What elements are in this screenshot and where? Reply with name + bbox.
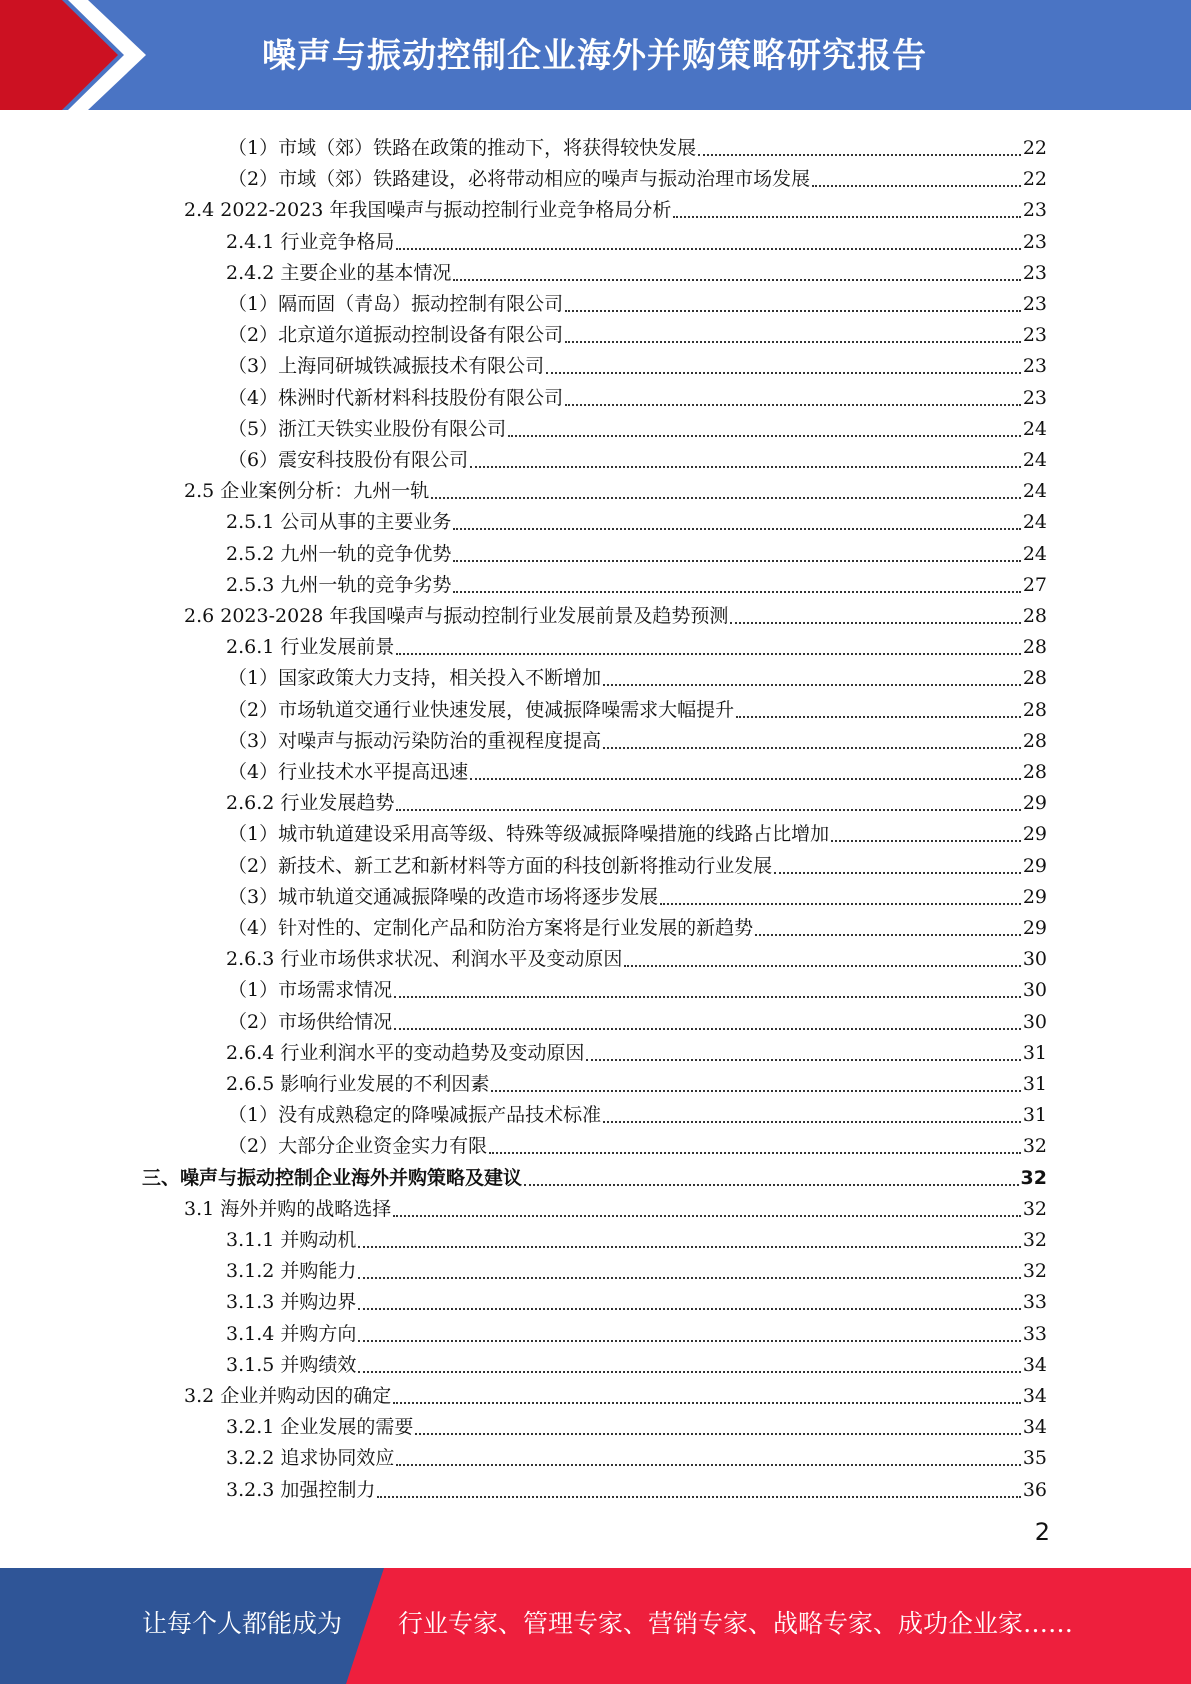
toc-entry-page: 36: [1022, 1478, 1047, 1501]
toc-entry[interactable]: [226, 1470, 1047, 1501]
toc-entry-title: 2.6.4 行业利润水平的变动趋势及变动原因: [226, 1041, 585, 1064]
toc-entry-page: 31: [1022, 1104, 1047, 1127]
toc-entry-page: 24: [1022, 480, 1047, 503]
toc-entry-page: 31: [1022, 1073, 1047, 1095]
toc-entry-title: （1）国家政策大力支持，相关投入不断增加: [228, 667, 602, 690]
toc-entry-page: 28: [1022, 729, 1047, 752]
toc-dot-leader: [831, 820, 1021, 842]
toc-entry-title: 3.2.3 加强控制力: [226, 1478, 376, 1501]
toc-entry-title: （2）市场轨道交通行业快速发展，使减振降噪需求大幅提升: [228, 698, 735, 721]
toc-entry-page: 23: [1022, 230, 1047, 253]
toc-dot-leader: [358, 1351, 1020, 1373]
toc-entry-title: 2.5.2 九州一轨的竞争优势: [226, 542, 452, 565]
toc-entry-title: 3.1 海外并购的战略选择: [184, 1197, 392, 1220]
toc-entry[interactable]: [226, 1064, 1047, 1095]
toc-entry-title: （4）针对性的、定制化产品和防治方案将是行业发展的新趋势: [228, 917, 754, 939]
toc-entry[interactable]: [228, 159, 1047, 190]
toc-dot-leader: [453, 508, 1020, 530]
toc-entry-title: 2.6.1 行业发展前景: [226, 636, 395, 659]
toc-entry[interactable]: [184, 471, 1047, 502]
toc-dot-leader: [730, 602, 1020, 624]
toc-dot-leader: [358, 1288, 1020, 1310]
toc-entry-page: 29: [1022, 885, 1047, 908]
toc-entry-title: 2.6.5 影响行业发展的不利因素: [226, 1073, 490, 1095]
toc-entry[interactable]: [184, 190, 1047, 221]
toc-dot-leader: [431, 477, 1021, 499]
toc-dot-leader: [470, 758, 1021, 780]
toc-entry-title: （1）没有成熟稳定的降噪减振产品技术标准: [228, 1104, 602, 1127]
toc-entry-title: 3.1.4 并购方向: [226, 1322, 357, 1345]
toc-entry[interactable]: [228, 378, 1047, 409]
toc-dot-leader: [394, 1008, 1021, 1030]
toc-entry-title: （2）市域（郊）铁路建设，必将带动相应的噪声与振动治理市场发展: [228, 168, 811, 191]
toc-entry-page: 33: [1022, 1291, 1047, 1314]
page-header: [0, 0, 1191, 110]
toc-entry[interactable]: [228, 690, 1047, 721]
toc-entry[interactable]: [228, 814, 1047, 845]
toc-entry-page: 28: [1022, 761, 1047, 783]
toc-entry-title: 3.2 企业并购动因的确定: [184, 1385, 392, 1407]
page-number: 2: [1034, 1518, 1050, 1546]
toc-dot-leader: [774, 852, 1021, 874]
toc-dot-leader: [393, 1382, 1021, 1404]
toc-entry-title: （4）株洲时代新材料科技股份有限公司: [228, 386, 564, 409]
toc-entry-page: 30: [1022, 979, 1047, 1002]
toc-entry-page: 35: [1022, 1447, 1047, 1470]
toc-entry[interactable]: [226, 1345, 1047, 1376]
toc-dot-leader: [358, 1320, 1020, 1342]
toc-entry-page: 31: [1022, 1041, 1047, 1064]
toc-entry-title: （1）隔而固（青岛）振动控制有限公司: [228, 293, 564, 315]
toc-entry-page: 27: [1022, 573, 1047, 596]
toc-entry-page: 28: [1022, 605, 1047, 627]
toc-entry-title: 3.1.1 并购动机: [226, 1229, 357, 1251]
toc-dot-leader: [660, 883, 1021, 905]
page-footer: [0, 1568, 1191, 1684]
toc-entry-title: 2.4.1 行业竞争格局: [226, 230, 395, 253]
toc-entry[interactable]: [226, 939, 1047, 970]
toc-dot-leader: [491, 1070, 1020, 1092]
toc-dot-leader: [624, 945, 1020, 967]
toc-entry[interactable]: [228, 284, 1047, 315]
toc-dot-leader: [394, 976, 1021, 998]
toc-entry-page: 34: [1022, 1385, 1047, 1407]
toc-entry-page: 23: [1022, 199, 1047, 222]
toc-entry-title: 3.1.3 并购边界: [226, 1291, 357, 1314]
toc-entry-page: 30: [1022, 948, 1047, 971]
toc-entry[interactable]: [226, 253, 1047, 284]
toc-dot-leader: [603, 727, 1021, 749]
toc-entry-page: 23: [1022, 355, 1047, 378]
toc-entry[interactable]: [228, 721, 1047, 752]
toc-entry-page: 24: [1022, 417, 1047, 440]
toc-dot-leader: [470, 446, 1021, 468]
toc-dot-leader: [358, 1257, 1020, 1279]
toc-entry-page: 28: [1022, 636, 1047, 659]
toc-entry-title: 三、噪声与振动控制企业海外并购策略及建议: [142, 1166, 523, 1189]
toc-entry-title: （2）新技术、新工艺和新材料等方面的科技创新将推动行业发展: [228, 854, 773, 877]
toc-entry[interactable]: [228, 877, 1047, 908]
toc-entry[interactable]: [228, 658, 1047, 689]
toc-entry-title: （2）大部分企业资金实力有限: [228, 1135, 488, 1158]
toc-dot-leader: [524, 1164, 1019, 1186]
toc-entry[interactable]: [226, 1438, 1047, 1469]
toc-dot-leader: [603, 1101, 1021, 1123]
footer-slogan-left: 让每个人都能成为: [142, 1609, 343, 1638]
toc-entry[interactable]: [228, 440, 1047, 471]
toc-entry-title: 2.4 2022-2023 年我国噪声与振动控制行业竞争格局分析: [184, 199, 672, 222]
toc-dot-leader: [673, 196, 1020, 218]
toc-entry-title: （1）市域（郊）铁路在政策的推动下，将获得较快发展: [228, 137, 697, 159]
toc-entry-page: 22: [1022, 137, 1047, 159]
toc-entry-page: 24: [1022, 511, 1047, 534]
toc-entry[interactable]: [228, 1126, 1047, 1157]
toc-entry-title: 3.1.5 并购绩效: [226, 1353, 357, 1376]
toc-dot-leader: [489, 1132, 1021, 1154]
toc-entry-title: （3）上海同研城铁减振技术有限公司: [228, 355, 545, 378]
toc-entry-title: 2.6.2 行业发展趋势: [226, 792, 395, 815]
toc-entry-page: 33: [1022, 1322, 1047, 1345]
toc-entry-page: 32: [1022, 1260, 1047, 1283]
toc-dot-leader: [736, 696, 1021, 718]
toc-entry-page: 29: [1022, 823, 1047, 846]
toc-entry-title: （2）北京道尔道振动控制设备有限公司: [228, 324, 564, 347]
toc-dot-leader: [396, 228, 1020, 250]
toc-dot-leader: [546, 352, 1021, 374]
toc-entry[interactable]: [228, 846, 1047, 877]
toc-dot-leader: [377, 1476, 1020, 1498]
toc-entry-page: 32: [1022, 1229, 1047, 1251]
toc-dot-leader: [755, 914, 1021, 936]
toc-dot-leader: [396, 1444, 1020, 1466]
toc-entry[interactable]: [228, 970, 1047, 1001]
toc-dot-leader: [415, 1413, 1020, 1435]
toc-entry[interactable]: [228, 128, 1047, 159]
toc-dot-leader: [396, 789, 1020, 811]
toc-dot-leader: [393, 1195, 1021, 1217]
toc-entry[interactable]: [226, 1251, 1047, 1282]
toc-dot-leader: [453, 571, 1020, 593]
toc-entry-page: 32: [1020, 1166, 1047, 1189]
toc-dot-leader: [565, 321, 1021, 343]
toc-entry-title: （1）城市轨道建设采用高等级、特殊等级减振降噪措施的线路占比增加: [228, 823, 830, 846]
chevron-decoration-icon: [0, 0, 160, 110]
toc-entry-page: 23: [1022, 261, 1047, 284]
toc-entry[interactable]: [226, 1033, 1047, 1064]
toc-entry-title: 3.2.2 追求协同效应: [226, 1447, 395, 1470]
toc-entry-page: 34: [1022, 1416, 1047, 1439]
toc-entry-title: 3.2.1 企业发展的需要: [226, 1416, 414, 1439]
toc-entry-title: （3）对噪声与振动污染防治的重视程度提高: [228, 729, 602, 752]
toc-entry[interactable]: [226, 627, 1047, 658]
toc-entry-title: （1）市场需求情况: [228, 979, 393, 1002]
toc-dot-leader: [812, 165, 1021, 187]
toc-entry[interactable]: [226, 783, 1047, 814]
toc-entry-page: 30: [1022, 1010, 1047, 1033]
toc-entry-page: 29: [1022, 917, 1047, 939]
toc-entry-title: 2.5.1 公司从事的主要业务: [226, 511, 452, 534]
toc-dot-leader: [396, 633, 1020, 655]
toc-entry[interactable]: [184, 1189, 1047, 1220]
toc-dot-leader: [508, 415, 1021, 437]
toc-entry[interactable]: [226, 565, 1047, 596]
toc-entry-page: 34: [1022, 1353, 1047, 1376]
toc-dot-leader: [586, 1039, 1020, 1061]
toc-dot-leader: [698, 134, 1021, 156]
toc-entry[interactable]: [184, 596, 1047, 627]
toc-entry[interactable]: [228, 315, 1047, 346]
toc-entry-title: 3.1.2 并购能力: [226, 1260, 357, 1283]
toc-entry-title: 2.5 企业案例分析：九州一轨: [184, 480, 430, 503]
toc-entry[interactable]: [142, 1158, 1047, 1189]
toc-entry-title: （4）行业技术水平提高迅速: [228, 761, 469, 783]
toc-entry[interactable]: [226, 222, 1047, 253]
toc-entry[interactable]: [228, 1095, 1047, 1126]
report-title: 噪声与振动控制企业海外并购策略研究报告: [262, 36, 927, 76]
toc-dot-leader: [453, 259, 1020, 281]
toc-entry-page: 28: [1022, 698, 1047, 721]
toc-entry-page: 22: [1022, 168, 1047, 191]
toc-entry-title: （5）浙江天铁实业股份有限公司: [228, 417, 507, 440]
footer-slogan-right: 行业专家、管理专家、营销专家、战略专家、成功企业家……: [398, 1609, 1074, 1638]
toc-entry[interactable]: [226, 502, 1047, 533]
toc-entry[interactable]: [226, 1407, 1047, 1438]
toc-entry[interactable]: [228, 908, 1047, 939]
toc-entry-title: （6）震安科技股份有限公司: [228, 449, 469, 471]
toc-entry[interactable]: [228, 752, 1047, 783]
toc-entry-page: 23: [1022, 324, 1047, 347]
toc-entry-page: 28: [1022, 667, 1047, 690]
toc-entry[interactable]: [226, 1282, 1047, 1313]
toc-entry-page: 32: [1022, 1197, 1047, 1220]
toc-entry[interactable]: [228, 346, 1047, 377]
toc-entry[interactable]: [226, 534, 1047, 565]
toc-entry-page: 23: [1022, 293, 1047, 315]
toc-dot-leader: [358, 1226, 1020, 1248]
toc-dot-leader: [565, 384, 1021, 406]
toc-entry-page: 32: [1022, 1135, 1047, 1158]
toc-entry-title: 2.6.3 行业市场供求状况、利润水平及变动原因: [226, 948, 623, 971]
toc-entry[interactable]: [226, 1220, 1047, 1251]
toc-entry-title: 2.4.2 主要企业的基本情况: [226, 261, 452, 284]
toc-entry[interactable]: [228, 409, 1047, 440]
toc-dot-leader: [453, 540, 1020, 562]
toc-dot-leader: [603, 664, 1021, 686]
toc-entry-page: 24: [1022, 542, 1047, 565]
toc-entry[interactable]: [184, 1376, 1047, 1407]
toc-entry[interactable]: [226, 1314, 1047, 1345]
toc-entry-title: 2.6 2023-2028 年我国噪声与振动控制行业发展前景及趋势预测: [184, 605, 729, 627]
toc-entry-page: 24: [1022, 449, 1047, 471]
toc-entry-title: 2.5.3 九州一轨的竞争劣势: [226, 573, 452, 596]
toc-entry[interactable]: [228, 1002, 1047, 1033]
toc-entry-page: 29: [1022, 792, 1047, 815]
toc-entry-title: （2）市场供给情况: [228, 1010, 393, 1033]
toc-dot-leader: [565, 290, 1021, 312]
toc-entry-title: （3）城市轨道交通减振降噪的改造市场将逐步发展: [228, 885, 659, 908]
toc-entry-page: 29: [1022, 854, 1047, 877]
toc-entry-page: 23: [1022, 386, 1047, 409]
